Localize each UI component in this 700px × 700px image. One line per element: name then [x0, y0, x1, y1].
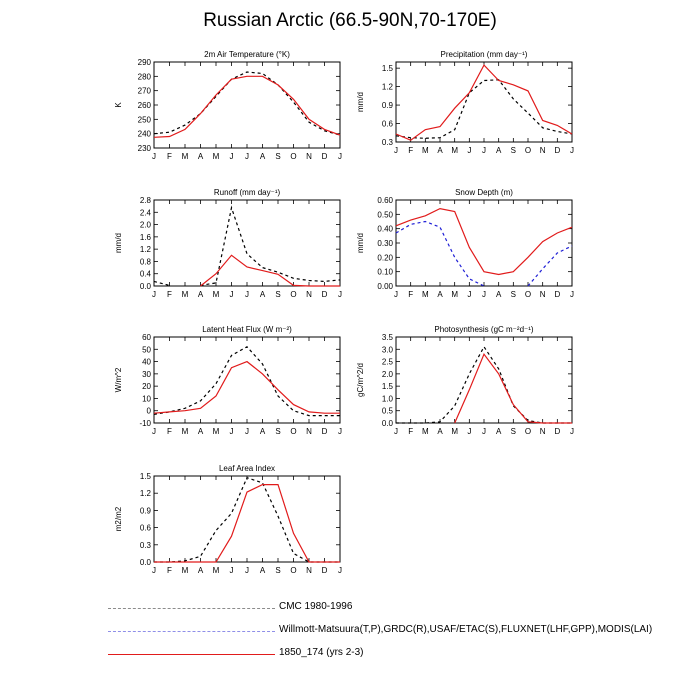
x-tick-label: O	[524, 146, 532, 155]
y-tick-label: 0.40	[377, 224, 393, 234]
series-line-model	[154, 76, 340, 137]
y-tick-label: 290	[137, 58, 151, 67]
x-tick-label: N	[539, 146, 546, 155]
series-line-obs	[154, 208, 340, 286]
y-tick-label: 280	[137, 72, 151, 82]
x-tick-label: M	[212, 427, 220, 436]
plot-frame	[396, 337, 572, 423]
series-line-model	[154, 485, 340, 562]
x-tick-label: J	[152, 290, 156, 299]
x-tick-label: A	[495, 427, 502, 436]
x-tick-label: M	[421, 146, 429, 155]
x-tick-label: J	[245, 427, 249, 436]
x-tick-label: M	[451, 427, 459, 436]
x-tick-label: F	[167, 566, 172, 575]
x-tick-label: F	[167, 152, 172, 161]
x-tick-label: J	[152, 152, 156, 161]
y-tick-label: 3.0	[381, 345, 393, 355]
y-tick-label: 0.9	[139, 506, 151, 516]
series-line-model	[396, 209, 572, 275]
x-tick-label: J	[338, 152, 342, 161]
plot-frame	[154, 476, 340, 562]
y-tick-label: 50	[142, 345, 151, 355]
x-tick-label: A	[495, 290, 502, 299]
y-tick-label: 0.30	[377, 239, 393, 248]
x-tick-label: D	[554, 427, 561, 436]
x-tick-label: J	[570, 427, 574, 436]
x-tick-label: F	[408, 427, 414, 436]
x-tick-label: J	[338, 566, 342, 575]
x-tick-label: M	[181, 152, 189, 161]
x-tick-label: D	[554, 146, 561, 155]
y-tick-label: 0.10	[377, 267, 393, 277]
chart-runoff-mm-day	[114, 188, 342, 299]
y-tick-label: 0.0	[139, 282, 151, 291]
chart-photosynthesis-gc-m-d	[356, 325, 574, 436]
x-tick-label: J	[482, 146, 486, 155]
y-tick-label: 0.20	[377, 253, 393, 263]
y-tick-label: 270	[137, 86, 151, 96]
x-tick-label: A	[495, 146, 502, 155]
x-tick-label: O	[524, 290, 532, 299]
chart-leaf-area-index	[114, 464, 342, 575]
x-tick-label: A	[197, 152, 204, 161]
chart-title: Snow Depth (m)	[455, 188, 513, 197]
x-tick-label: M	[451, 290, 459, 299]
series-line-obs	[154, 478, 340, 562]
x-tick-label: J	[394, 427, 398, 436]
x-tick-label: S	[510, 290, 517, 299]
legend-line-observations	[108, 631, 275, 632]
x-tick-label: O	[290, 290, 297, 299]
y-tick-label: 2.0	[381, 369, 393, 379]
x-tick-label: M	[421, 290, 429, 299]
x-tick-label: A	[197, 290, 204, 299]
x-tick-label: A	[197, 427, 204, 436]
chart-title: Leaf Area Index	[218, 464, 276, 473]
x-tick-label: A	[259, 427, 266, 436]
plot-frame	[396, 200, 572, 286]
y-tick-label: 240	[137, 129, 151, 139]
series-line-obs	[154, 347, 340, 416]
x-tick-label: J	[245, 152, 249, 161]
x-tick-label: F	[167, 290, 172, 299]
x-tick-label: M	[181, 427, 189, 436]
y-axis-label: m2/m2	[114, 506, 123, 532]
series-line-obs2	[396, 222, 572, 287]
chart-2m-air-temperature-k	[114, 50, 342, 161]
y-tick-label: 20	[142, 382, 151, 392]
chart-title: Runoff (mm day⁻¹)	[213, 188, 281, 197]
y-tick-label: 0.0	[381, 419, 393, 428]
series-line-model	[396, 65, 572, 140]
y-tick-label: 0.6	[139, 523, 151, 533]
x-tick-label: M	[181, 566, 189, 575]
y-tick-label: 0.60	[377, 196, 393, 205]
x-tick-label: S	[275, 566, 281, 575]
y-tick-label: 40	[142, 357, 151, 367]
x-tick-label: J	[467, 290, 472, 299]
x-tick-label: J	[394, 146, 398, 155]
y-tick-label: 0.5	[381, 406, 393, 416]
y-axis-label: mm/d	[356, 233, 365, 253]
y-tick-label: 1.2	[381, 82, 393, 92]
y-tick-label: 0.3	[139, 540, 151, 550]
x-tick-label: S	[275, 290, 281, 299]
chart-title: 2m Air Temperature (°K)	[204, 50, 290, 59]
y-tick-label: 2.5	[381, 357, 393, 367]
x-tick-label: J	[338, 427, 342, 436]
x-tick-label: J	[467, 427, 472, 436]
y-tick-label: 250	[137, 115, 151, 125]
x-tick-label: A	[197, 566, 204, 575]
series-line-obs	[154, 72, 340, 135]
y-tick-label: 0.0	[139, 558, 151, 567]
chart-title: Latent Heat Flux (W m⁻²)	[202, 325, 292, 334]
series-line-obs	[396, 80, 572, 139]
x-tick-label: D	[321, 290, 328, 299]
y-tick-label: 0.6	[381, 119, 393, 129]
x-tick-label: J	[482, 427, 486, 436]
y-tick-label: 1.2	[139, 245, 151, 255]
y-axis-label: K	[114, 102, 123, 108]
y-tick-label: 0.00	[377, 282, 393, 291]
y-tick-label: 0.50	[377, 210, 393, 220]
legend-label-observations: Willmott-Matsuura(T,P),GRDC(R),USAF/ETAC(S),FLUXNET(LHF,GPP),MODIS(LAI)	[279, 624, 653, 635]
y-tick-label: 1.6	[139, 232, 151, 242]
x-tick-label: J	[229, 566, 234, 575]
x-tick-label: J	[570, 146, 574, 155]
y-tick-label: 1.5	[139, 472, 151, 481]
y-tick-label: 260	[137, 101, 151, 110]
x-tick-label: J	[229, 427, 234, 436]
legend-label-model: 1850_174 (yrs 2-3)	[279, 647, 364, 658]
x-tick-label: F	[408, 146, 414, 155]
plot-frame	[154, 62, 340, 148]
x-tick-label: O	[290, 152, 297, 161]
y-tick-label: 0.3	[381, 138, 393, 147]
chart-precipitation-mm-day	[356, 50, 574, 155]
y-axis-label: gC/m^2/d	[356, 363, 365, 397]
series-line-obs	[396, 347, 572, 423]
y-tick-label: 2.4	[139, 208, 151, 218]
x-tick-label: S	[510, 427, 517, 436]
y-tick-label: 0.8	[139, 257, 151, 267]
x-tick-label: D	[554, 290, 561, 299]
series-line-model	[154, 362, 340, 414]
x-tick-label: J	[482, 290, 486, 299]
x-tick-label: J	[245, 290, 249, 299]
series-line-model	[201, 255, 341, 286]
x-tick-label: A	[437, 290, 443, 299]
y-axis-label: mm/d	[356, 92, 365, 112]
plot-frame	[154, 337, 340, 423]
legend-line-model	[108, 654, 275, 655]
x-tick-label: M	[212, 152, 220, 161]
plot-frame	[396, 62, 572, 142]
page-title: Russian Arctic (66.5-90N,70-170E)	[203, 10, 497, 31]
y-tick-label: 0.4	[139, 269, 151, 279]
x-tick-label: M	[212, 566, 220, 575]
x-tick-label: D	[321, 152, 328, 161]
x-tick-label: J	[338, 290, 342, 299]
chart-snow-depth-m	[356, 188, 574, 299]
x-tick-label: D	[321, 566, 328, 575]
legend-item-cmc	[108, 598, 688, 621]
y-tick-label: -10	[139, 419, 151, 428]
x-tick-label: N	[306, 290, 312, 299]
y-tick-label: 1.5	[381, 64, 393, 74]
y-tick-label: 230	[137, 144, 151, 153]
x-tick-label: N	[306, 152, 312, 161]
x-tick-label: O	[524, 427, 532, 436]
y-tick-label: 60	[142, 333, 151, 342]
x-tick-label: A	[437, 146, 443, 155]
y-tick-label: 3.5	[381, 333, 393, 342]
x-tick-label: A	[437, 427, 443, 436]
x-tick-label: S	[510, 146, 517, 155]
x-tick-label: S	[275, 152, 281, 161]
x-tick-label: A	[259, 152, 266, 161]
x-tick-label: J	[229, 290, 234, 299]
legend-line-cmc	[108, 608, 275, 609]
y-axis-label: W/m^2	[114, 367, 123, 393]
series-line-model	[455, 354, 572, 423]
x-tick-label: J	[229, 152, 234, 161]
x-tick-label: A	[259, 290, 266, 299]
x-tick-label: M	[421, 427, 429, 436]
y-tick-label: 2.0	[139, 220, 151, 230]
x-tick-label: J	[152, 566, 156, 575]
y-tick-label: 1.5	[381, 382, 393, 392]
x-tick-label: J	[570, 290, 574, 299]
chart-latent-heat-flux-w-m	[114, 325, 342, 436]
plot-frame	[154, 200, 340, 286]
x-tick-label: N	[539, 427, 546, 436]
x-tick-label: M	[212, 290, 220, 299]
y-axis-label: mm/d	[114, 233, 123, 253]
y-tick-label: 1.0	[381, 394, 393, 404]
legend-item-model	[108, 644, 688, 667]
x-tick-label: J	[152, 427, 156, 436]
x-tick-label: F	[167, 427, 172, 436]
x-tick-label: J	[245, 566, 249, 575]
y-tick-label: 1.2	[139, 489, 151, 499]
y-tick-label: 0	[146, 406, 151, 416]
x-tick-label: N	[306, 427, 312, 436]
x-tick-label: N	[539, 290, 546, 299]
x-tick-label: F	[408, 290, 414, 299]
legend	[108, 598, 688, 667]
x-tick-label: A	[259, 566, 266, 575]
x-tick-label: J	[467, 146, 472, 155]
legend-item-observations	[108, 621, 688, 644]
chart-title: Precipitation (mm day⁻¹)	[440, 50, 528, 59]
x-tick-label: O	[290, 566, 297, 575]
x-tick-label: N	[306, 566, 312, 575]
legend-label-cmc: CMC 1980-1996	[279, 601, 353, 612]
x-tick-label: D	[321, 427, 328, 436]
y-tick-label: 10	[142, 394, 151, 404]
x-tick-label: M	[181, 290, 189, 299]
x-tick-label: S	[275, 427, 281, 436]
y-tick-label: 2.8	[139, 196, 151, 205]
chart-title: Photosynthesis (gC m⁻²d⁻¹)	[434, 325, 534, 334]
x-tick-label: J	[394, 290, 398, 299]
y-tick-label: 30	[142, 369, 151, 379]
x-tick-label: M	[451, 146, 459, 155]
y-tick-label: 0.9	[381, 101, 393, 111]
x-tick-label: O	[290, 427, 297, 436]
